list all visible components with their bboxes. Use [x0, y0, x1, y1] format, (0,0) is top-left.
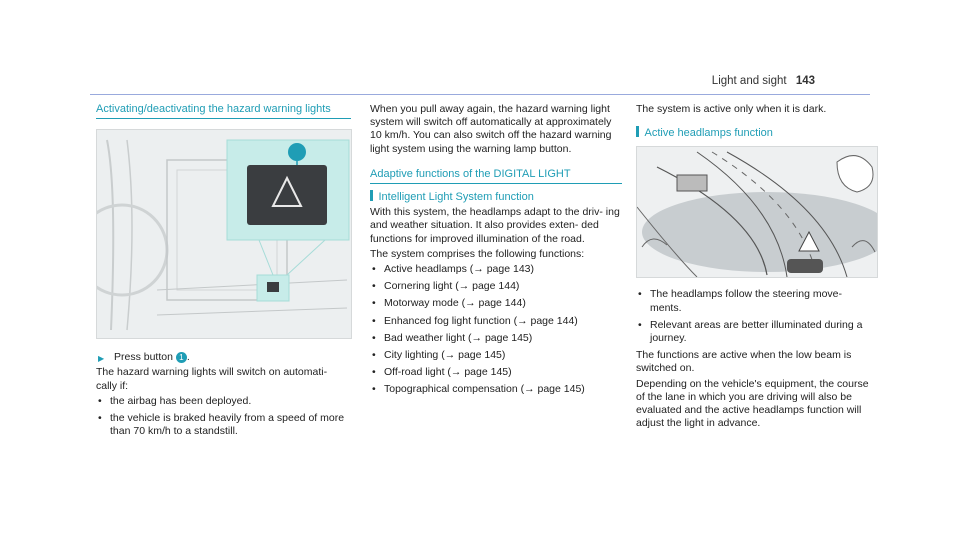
list-item: • Off-road light (→ page 145): [370, 366, 622, 379]
header-rule: [90, 94, 870, 95]
hazard-condition-text: The hazard warning lights will switch on automati- cally if:: [96, 366, 328, 392]
list-item: • Relevant areas are better illuminated during a journey.: [636, 319, 876, 345]
system-description: With this system, the headlamps adapt to the driv- ing and weather situation. It also provides exten- ded functions for improved illumination of the road.: [370, 206, 620, 245]
column-1: [96, 103, 351, 442]
section-title: Light and sight: [711, 75, 787, 87]
hazard-condition-list: [96, 395, 351, 439]
functions-list: [370, 263, 622, 397]
low-beam-text: The functions are active when the low beam is switched on.: [636, 349, 852, 375]
list-item: • Cornering light (→ page 144): [370, 280, 622, 293]
page-number: 143: [795, 75, 815, 87]
list-item: • City lighting (→ page 145): [370, 349, 622, 362]
dashboard-drawing: [97, 130, 351, 338]
list-item: • the airbag has been deployed.: [96, 395, 351, 408]
list-item: • Enhanced fog light function (→ page 144): [370, 315, 622, 328]
intelligent-light-subheading: Intelligent Light System function: [370, 190, 622, 204]
hazard-button-illustration: [96, 129, 352, 339]
active-dark-text: The system is active only when it is dark.: [636, 103, 827, 115]
press-button-step: ▶ Press button 1 .: [96, 351, 351, 364]
functions-intro: The system comprises the following functions:: [370, 247, 585, 260]
column-3: [636, 103, 876, 432]
list-item: • The headlamps follow the steering move- ments.: [636, 288, 876, 314]
active-headlamps-subheading: Active headlamps function: [636, 126, 876, 140]
active-headlamps-list: [636, 288, 876, 345]
road-drawing: [637, 147, 877, 277]
active-headlamps-illustration: [636, 146, 878, 278]
page-header: [712, 75, 815, 87]
digital-light-heading: Adaptive functions of the DIGITAL LIGHT: [370, 168, 622, 184]
pull-away-text: When you pull away again, the hazard warning light system will switch off automatically at approximately 10 km/h. You can also switch off the hazard warning light system using the warning lamp button.: [370, 103, 612, 155]
list-item: • Topographical compensation (→ page 145): [370, 383, 622, 396]
list-item: • Motorway mode (→ page 144): [370, 297, 622, 310]
equipment-text: Depending on the vehicle's equipment, the course of the lane in which you are driving will also be evaluated and the active headlamps function will adjust the light in advance.: [636, 377, 869, 430]
list-item: • Active headlamps (→ page 143): [370, 263, 622, 276]
callout-number: 1: [176, 352, 187, 363]
column-2: [370, 103, 622, 401]
hazard-heading: Activating/deactivating the hazard warning lights: [96, 103, 351, 119]
list-item: • Bad weather light (→ page 145): [370, 332, 622, 345]
list-item: • the vehicle is braked heavily from a speed of more than 70 km/h to a standstill.: [96, 412, 351, 438]
